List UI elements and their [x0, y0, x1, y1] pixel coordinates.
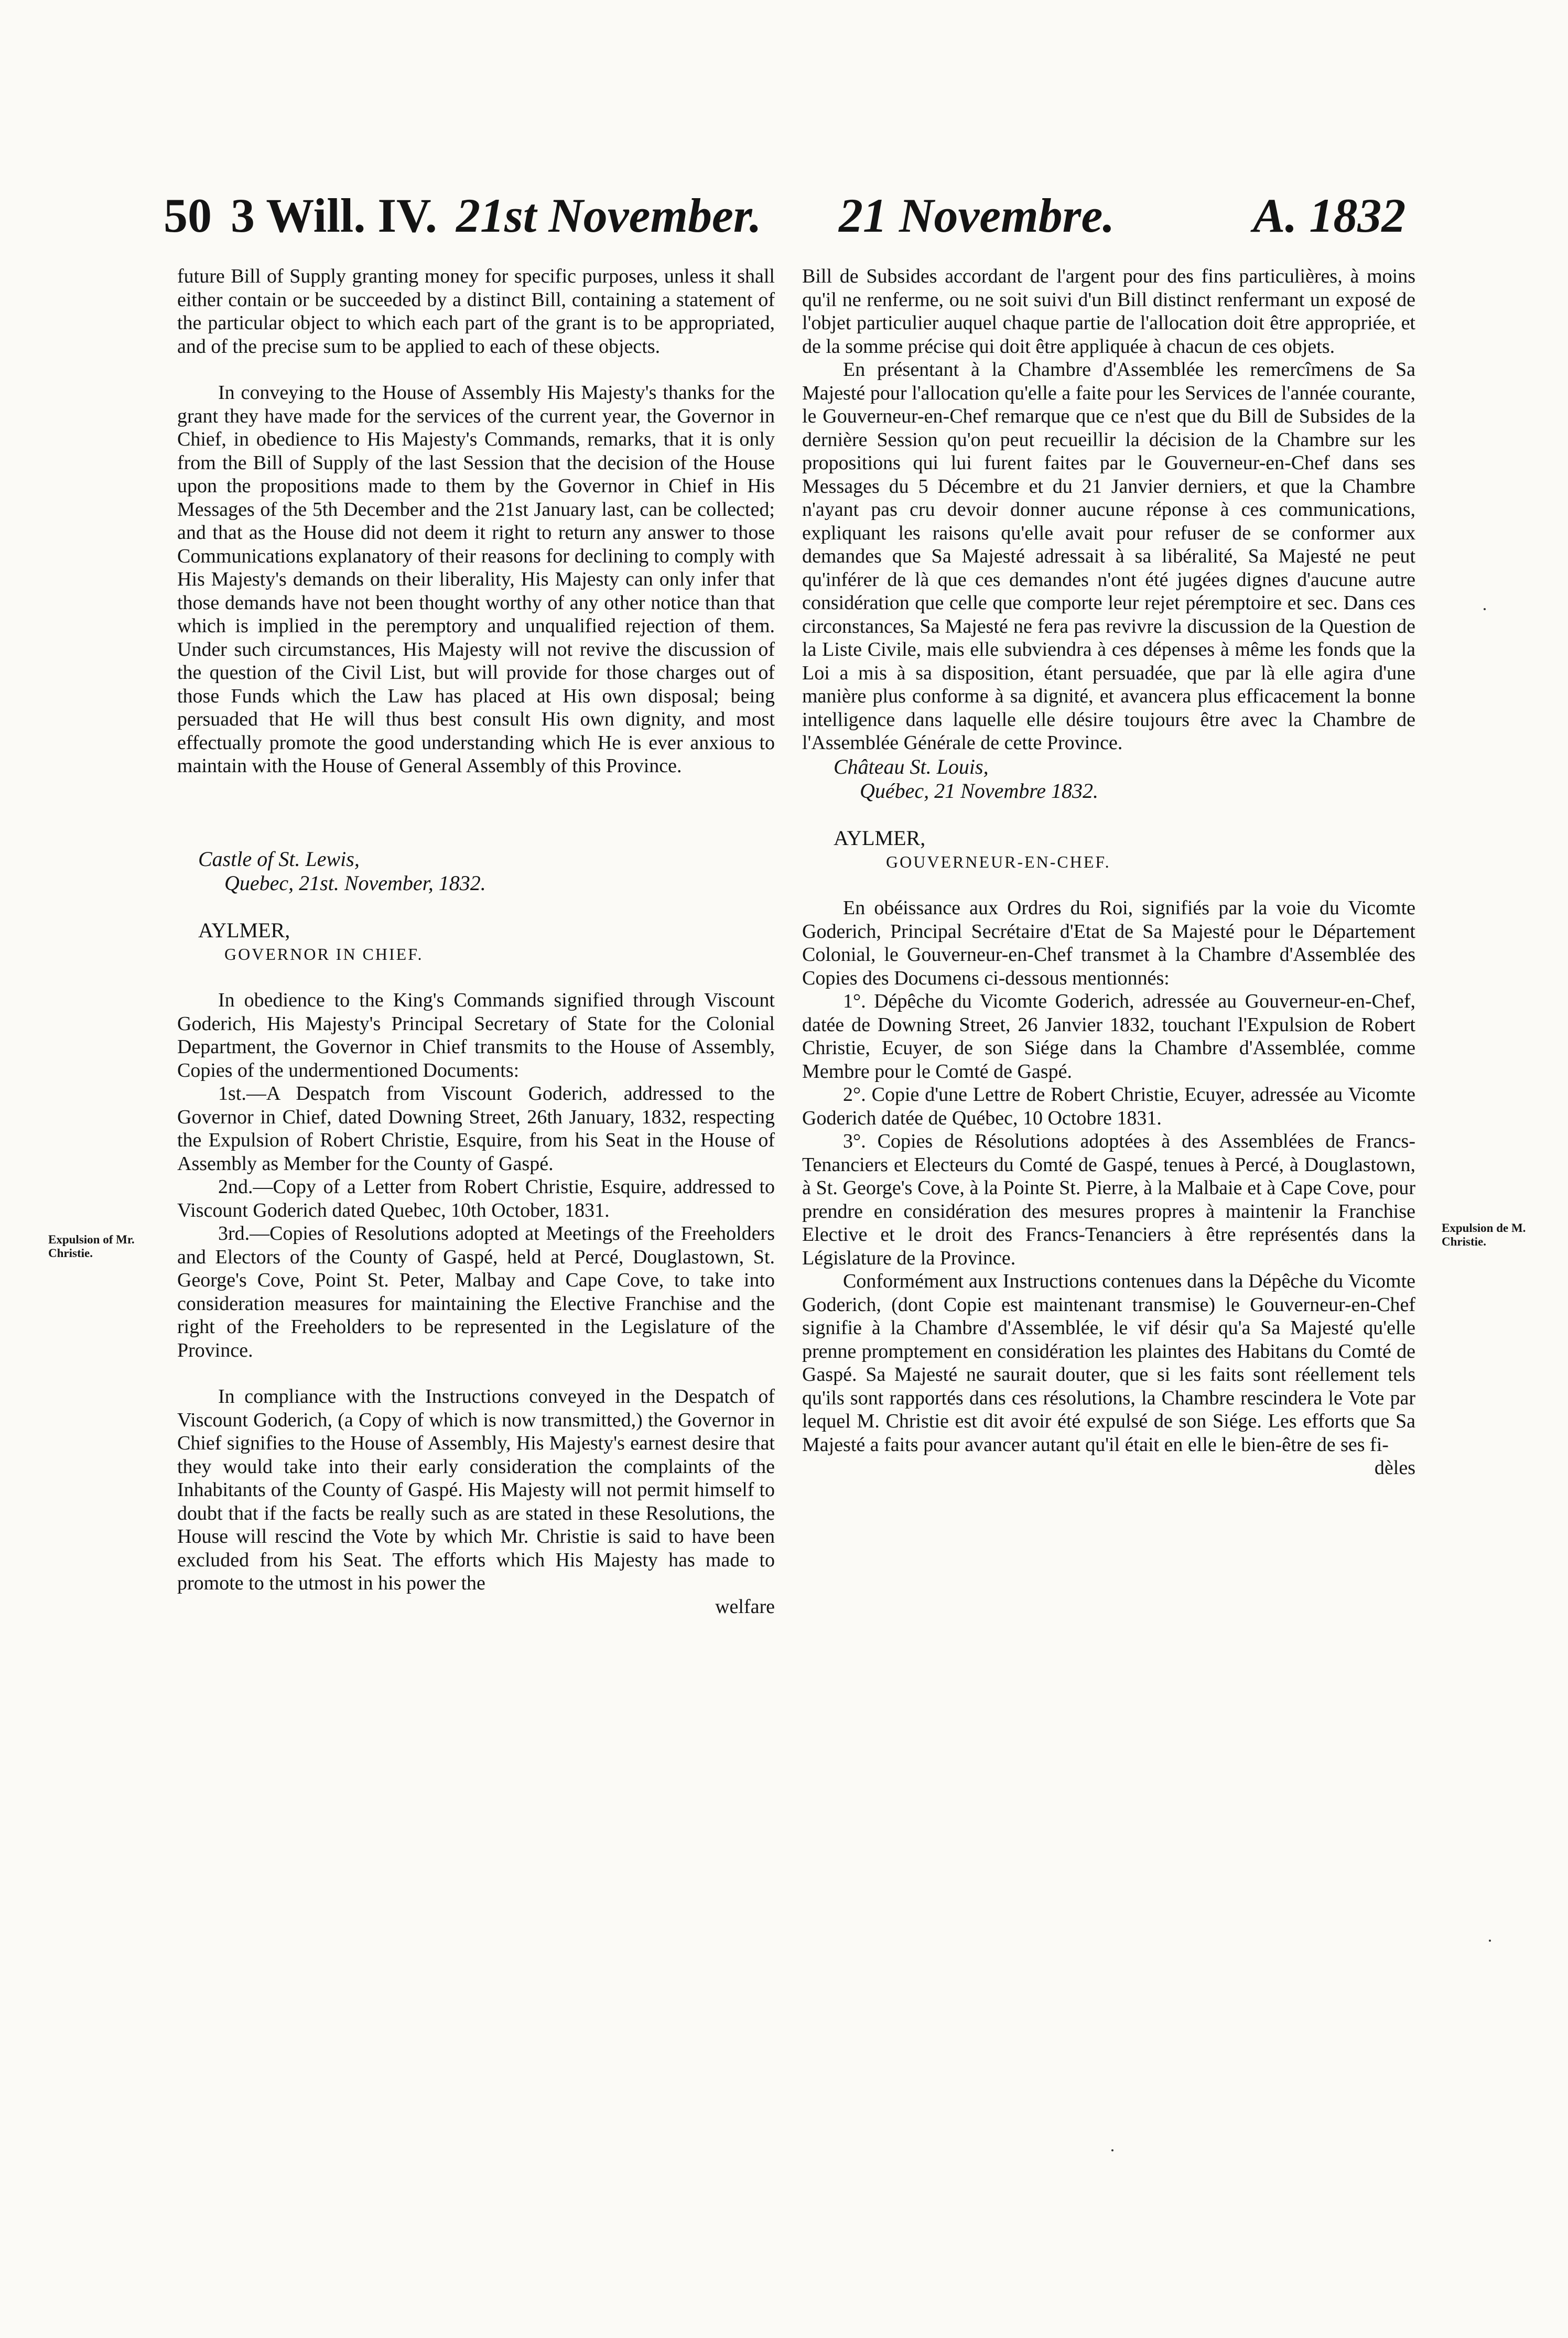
french-column	[802, 265, 1415, 1480]
english-place-line-1: Castle of St. Lewis,	[198, 847, 360, 871]
english-paragraph-2: In conveying to the House of Assembly His Majesty's thanks for the grant they have made for the services of the current year, the Governor in Chief, in obedience to His Majesty's Commands, remarks, that it is only from the Bill of Supply of the last Session that the decision of the House upon the propositions made to them by the Governor in Chief in His Messages of the 5th December and the 21st January last, can be collected; and that as the House did not deem it right to return any answer to those Communications explanatory of their reasons for declining to comply with His Majesty's demands on their liberality, His Majesty can only infer that those demands have not been thought worthy of any other notice than that which is implied in the peremptory and unqualified rejection of them. Under such circumstances, His Majesty will not revive the discussion of the question of the Civil List, but will provide for those charges out of those Funds which the Law has placed at His own disposal; being persuaded that He will thus best consult His own dignity, and most effectually promote the good understanding which He is ever anxious to maintain with the House of General Assembly of this Province.	[177, 382, 775, 777]
english-item-2: 2nd.—Copy of a Letter from Robert Christie, Esquire, addressed to Viscount Goderich dated Quebec, 10th October, 1831.	[177, 1176, 775, 1221]
margin-note-right: Expulsion de M. Christie.	[1442, 1221, 1526, 1248]
english-paragraph-3: In obedience to the King's Commands signified through Viscount Goderich, His Majesty's Principal Secretary of State for the Colonial Department, the Governor in Chief transmits to the House of Assembly, Copies of the undermentioned Documents:	[177, 989, 775, 1081]
reign-label: 3 Will. IV.	[231, 189, 437, 242]
french-item-3: 3°. Copies de Résolutions adoptées à des Assemblées de Francs-Tenanciers et Electeurs du Comté de Gaspé, tenues à Percé, à Douglastown, à St. George's Cove, à la Pointe St. Pierre, à la Malbaie et à Cape Cove, pour prendre en considération des mesures propres à maintenir la Franchise Elective et le droit des Francs-Tenanciers à être représentés dans la Législature de la Province.	[802, 1130, 1415, 1269]
page-number: 50	[164, 189, 212, 242]
french-item-2: 2°. Copie d'une Lettre de Robert Christie, Ecuyer, adressée au Vicomte Goderich datée de Québec, 10 Octobre 1831.	[802, 1084, 1415, 1129]
french-place-line-1: Château St. Louis,	[834, 754, 989, 778]
french-item-1: 1°. Dépêche du Vicomte Goderich, adressée au Gouverneur-en-Chef, datée de Downing Street, 26 Janvier 1832, touchant l'Expulsion de Robert Christie, Ecuyer, de son Siége dans la Chambre d'Assemblée, comme Membre pour le Comté de Gaspé.	[802, 990, 1415, 1083]
french-paragraph-1: Bill de Subsides accordant de l'argent pour des fins particulières, à moins qu'il ne renferme, ou ne soit suivi d'un Bill distinct renfermant un exposé de l'objet particulier auquel chaque partie de l'allocation doit être appropriée, et de la somme précise qui doit être appliquée à chacun de ces objets.	[802, 265, 1415, 358]
french-catchword: dèles	[1374, 1457, 1415, 1479]
scan-speck	[1489, 1940, 1491, 1942]
english-item-1: 1st.—A Despatch from Viscount Goderich, addressed to the Governor in Chief, dated Downing Street, 26th January, 1832, respecting the Expulsion of Robert Christie, Esquire, from his Seat in the House of Assembly as Member for the County of Gaspé.	[177, 1083, 775, 1175]
english-paragraph-1: future Bill of Supply granting money for specific purposes, unless it shall either contain or be succeeded by a distinct Bill, containing a statement of the particular object to which each part of the grant is to be appropriated, and of the precise sum to be applied to each of these objects.	[177, 265, 775, 358]
year-label: A. 1832	[1253, 189, 1406, 242]
scan-speck	[1111, 2149, 1113, 2151]
english-signer: AYLMER,	[198, 918, 290, 942]
margin-note-left: Expulsion of Mr. Christie.	[48, 1233, 135, 1260]
english-catchword: welfare	[715, 1595, 775, 1618]
french-signer-title: GOUVERNEUR-EN-CHEF.	[886, 852, 1111, 871]
english-column	[177, 265, 775, 1618]
french-paragraph-4: Conformément aux Instructions contenues dans la Dépêche du Vicomte Goderich, (dont Copie est maintenant transmise) le Gouverneur-en-Chef signifie à la Chambre d'Assemblée, le vif désir qu'a Sa Majesté qu'elle prenne promptement en considération les plaintes des Habitans du Comté de Gaspé. Sa Majesté ne saurait douter, que si les faits sont réellement tels qu'ils sont rapportés dans ces résolutions, la Chambre rescindera le Vote par lequel M. Christie est dit avoir été expulsé de son Siége. Les efforts que Sa Majesté a faits pour avancer autant qu'il était en elle le bien-être de ses fi-	[802, 1270, 1415, 1456]
scan-speck	[1484, 608, 1486, 610]
french-place-line-2: Québec, 21 Novembre 1832.	[860, 778, 1099, 803]
date-english: 21st November.	[456, 189, 762, 242]
french-signer: AYLMER,	[834, 826, 926, 850]
date-french: 21 Novembre.	[839, 189, 1115, 242]
french-paragraph-2: En présentant à la Chambre d'Assemblée les remercîmens de Sa Majesté pour l'allocation qu'elle a faite pour les Services de l'année courante, le Gouverneur-en-Chef remarque que ce n'est que du Bill de Subsides de la dernière Session qu'on peut recueillir la décision de la Chambre sur les propositions qui lui furent faites par le Gouverneur-en-Chef dans ses Messages du 5 Décembre et du 21 Janvier derniers, et que la Chambre n'ayant pas cru devoir donner aucune réponse à ces communications, expliquant les raisons qu'elle avait pour refuser de se conformer aux demandes que Sa Majesté adressait à sa libéralité, Sa Majesté ne peut qu'inférer de là que ces demandes n'ont été jugées dignes d'aucune autre considération que celle que comporte leur rejet péremptoire et sec. Dans ces circonstances, Sa Majesté ne fera pas revivre la discussion de la Question de la Liste Civile, mais elle subviendra à ces dépenses à même les fonds que la Loi a mis à sa disposition, étant persuadée, que par là elle agira d'une manière plus conforme à sa dignité, et avancera plus efficacement la bonne intelligence dans laquelle elle désire toujours être avec la Chambre de l'Assemblée Générale de cette Province.	[802, 359, 1415, 754]
english-paragraph-4: In compliance with the Instructions conveyed in the Despatch of Viscount Goderich, (a Copy of which is now transmitted,) the Governor in Chief signifies to the House of Assembly, His Majesty's earnest desire that they would take into their early consideration the complaints of the Inhabitants of the County of Gaspé. His Majesty will not permit himself to doubt that if the facts be really such as are stated in these Resolutions, the House will rescind the Vote by which Mr. Christie is said to have been excluded from his Seat. The efforts which His Majesty has made to promote to the utmost in his power the	[177, 1386, 775, 1594]
english-place-line-2: Quebec, 21st. November, 1832.	[224, 871, 486, 895]
french-paragraph-3: En obéissance aux Ordres du Roi, signifiés par la voie du Vicomte Goderich, Principal Secrétaire d'Etat de Sa Majesté pour le Département Colonial, le Gouverneur-en-Chef transmet à la Chambre d'Assemblée des Copies des Documens ci-dessous mentionnés:	[802, 897, 1415, 989]
english-signer-title: GOVERNOR IN CHIEF.	[224, 944, 424, 964]
english-item-3: 3rd.—Copies of Resolutions adopted at Meetings of the Freeholders and Electors of the County of Gaspé, held at Percé, Douglastown, St. George's Cove, Point St. Peter, Malbay and Cape Cove, to take into consideration measures for maintaining the Elective Franchise and the right of the Freeholders to be represented in the Legislature of the Province.	[177, 1222, 775, 1361]
